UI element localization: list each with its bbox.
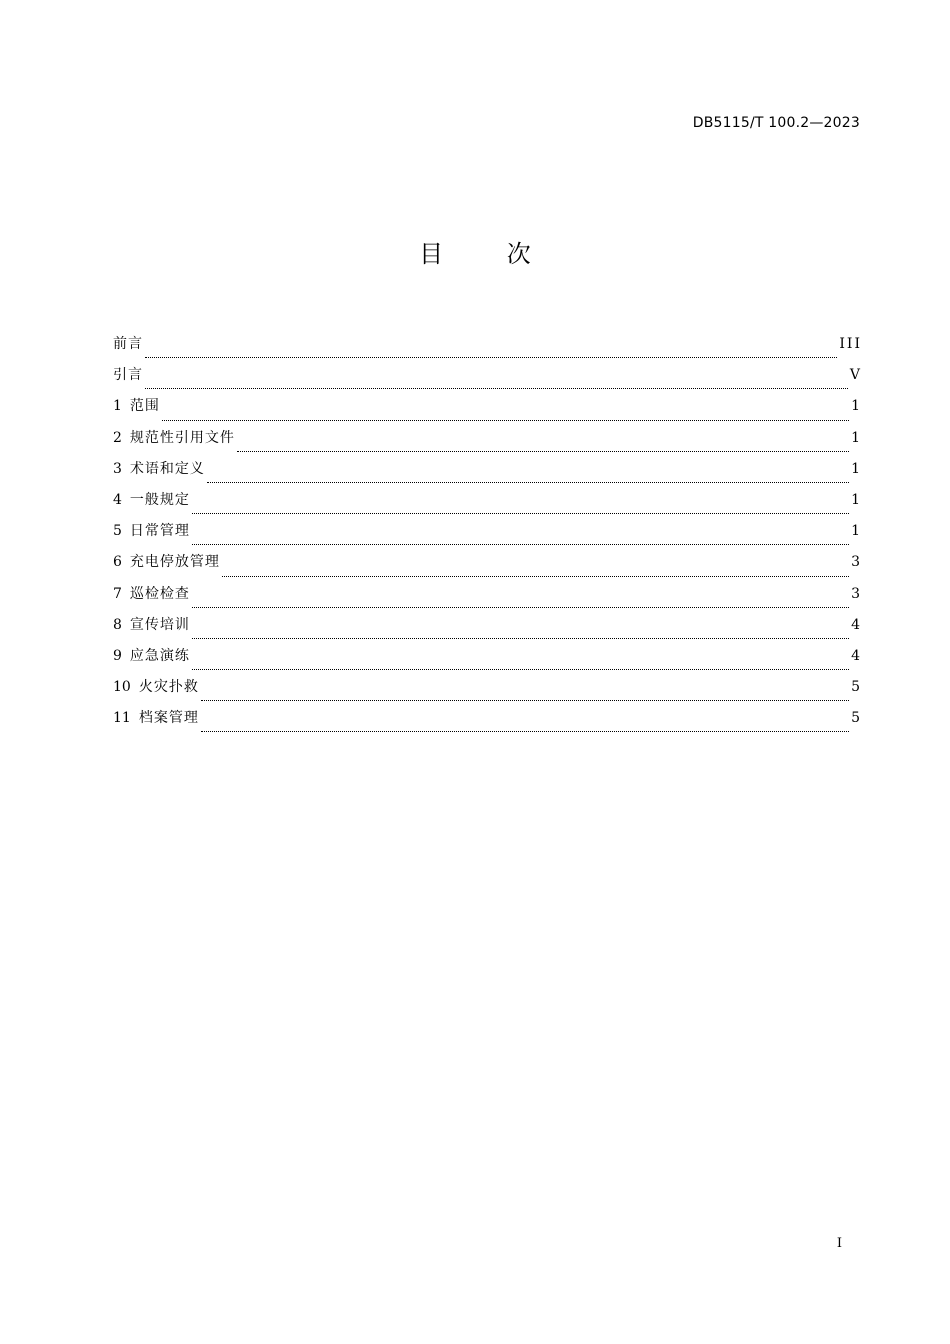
toc-entry-page: 5	[851, 710, 862, 727]
toc-entry-label: 宣传培训	[129, 616, 190, 633]
toc-entry-label: 术语和定义	[129, 460, 205, 477]
toc-entry-number: 11	[113, 710, 131, 727]
toc-entry-number: 9	[113, 647, 122, 664]
document-code: DB5115/T 100.2—2023	[692, 115, 860, 131]
toc-entry[interactable]	[113, 551, 860, 582]
toc-entry-page: 4	[851, 616, 862, 633]
toc-entry-page: 1	[851, 398, 862, 415]
dot-leader	[192, 637, 849, 639]
dot-leader	[145, 387, 848, 389]
dot-leader	[201, 699, 849, 701]
dot-leader	[201, 730, 849, 732]
toc-entry-label: 充电停放管理	[129, 554, 220, 571]
toc-entry-page: 1	[851, 460, 862, 477]
toc-entry-number: 1	[113, 398, 122, 415]
toc-entry-page: 3	[851, 585, 862, 602]
toc-entry[interactable]	[113, 583, 860, 614]
toc-entry-label: 范围	[129, 398, 160, 415]
page-title: 目 次	[419, 240, 559, 268]
toc-entry-number: 4	[113, 491, 122, 508]
toc-entry[interactable]	[113, 364, 860, 395]
toc-entry-number: 10	[113, 679, 131, 696]
toc-entry-page: 1	[851, 491, 862, 508]
toc-entry[interactable]	[113, 458, 860, 489]
dot-leader	[162, 419, 849, 421]
dot-leader	[192, 606, 849, 608]
toc-entry-page: III	[839, 336, 862, 352]
dot-leader	[222, 575, 849, 577]
toc-entry-label: 档案管理	[138, 710, 199, 727]
dot-leader	[237, 450, 849, 452]
toc-entry-label: 规范性引用文件	[129, 429, 235, 446]
toc-entry-number: 6	[113, 554, 122, 571]
toc-entry-label: 引言	[113, 367, 143, 384]
toc-entry-number: 8	[113, 616, 122, 633]
toc-entry-page: 4	[851, 647, 862, 664]
toc-entry-number: 5	[113, 523, 122, 540]
toc-entry[interactable]	[113, 676, 860, 707]
page-number: I	[836, 1236, 842, 1251]
toc-entry-page: 5	[851, 679, 862, 696]
dot-leader	[192, 668, 849, 670]
toc-entry[interactable]	[113, 645, 860, 676]
toc-entry-label: 应急演练	[129, 647, 190, 664]
toc-entry-number: 2	[113, 429, 122, 446]
dot-leader	[145, 356, 837, 358]
toc-entry[interactable]	[113, 614, 860, 645]
dot-leader	[192, 512, 849, 514]
toc-entry-label: 日常管理	[129, 523, 190, 540]
toc-entry[interactable]	[113, 707, 860, 738]
toc-entry-page: 1	[851, 429, 862, 446]
toc-entry[interactable]	[113, 395, 860, 426]
toc-entry-label: 巡检检查	[129, 585, 190, 602]
table-of-contents	[113, 333, 860, 738]
toc-entry-page: 1	[851, 523, 862, 540]
dot-leader	[207, 481, 849, 483]
toc-entry-number: 3	[113, 460, 122, 477]
toc-entry[interactable]	[113, 489, 860, 520]
toc-entry-page: 3	[851, 554, 862, 571]
toc-entry-page: V	[849, 367, 862, 384]
toc-entry[interactable]	[113, 427, 860, 458]
toc-entry[interactable]	[113, 520, 860, 551]
toc-entry-label: 一般规定	[129, 491, 190, 508]
toc-entry[interactable]	[113, 333, 860, 364]
toc-entry-label: 前言	[113, 336, 143, 352]
toc-entry-number: 7	[113, 585, 122, 602]
toc-entry-label: 火灾扑救	[138, 679, 199, 696]
dot-leader	[192, 543, 849, 545]
